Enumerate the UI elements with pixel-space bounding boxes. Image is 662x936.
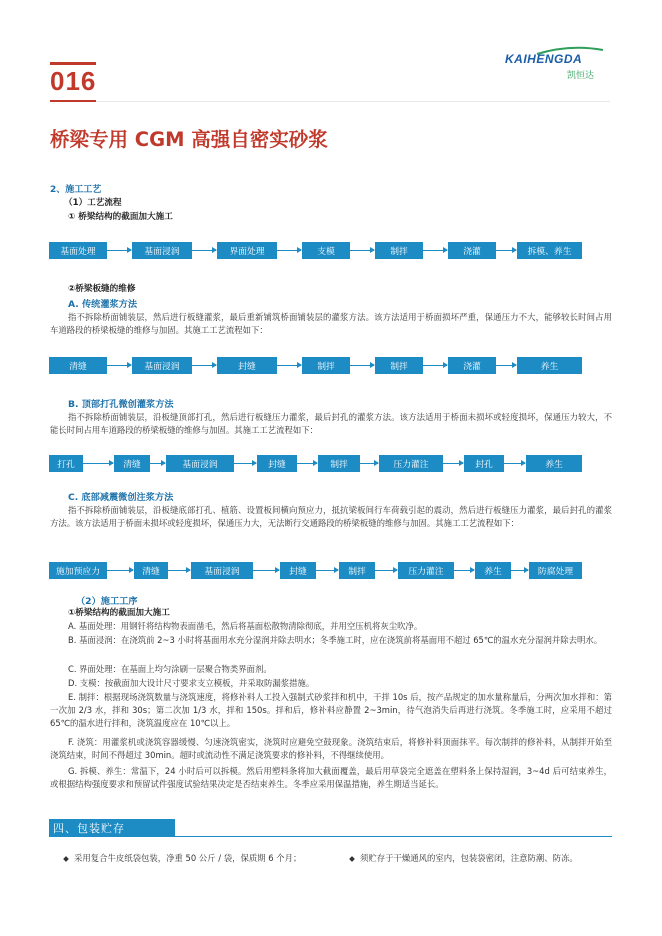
procedure-step-b: B. 基面浸润：在浇筑前 2~3 小时将基面用水充分湿润并除去明水；冬季施工时，应在浇筑前将基面用不超过 65℃的温水充分湿润并除去明水。 xyxy=(68,635,603,645)
company-logo xyxy=(505,46,605,86)
logo-text-cn: 凯恒达 xyxy=(567,71,595,81)
section-heading-packaging: 四、包装贮存 xyxy=(49,819,175,837)
subheading-section-enlarge: ① 桥梁结构的截面加大施工 xyxy=(68,212,173,222)
flow-arrow-icon xyxy=(297,463,317,464)
flow-arrow-icon xyxy=(360,463,378,464)
bullet-diamond-icon xyxy=(63,856,69,862)
flow-step: 压力灌注 xyxy=(379,455,443,472)
flow-step: 基面浸润 xyxy=(132,242,192,259)
flow-arrow-icon xyxy=(83,463,113,464)
flow-arrow-icon xyxy=(350,365,374,366)
section-rule xyxy=(175,836,612,837)
flow-step: 基面浸润 xyxy=(132,357,192,374)
flow-arrow-icon xyxy=(511,570,528,571)
method-b-heading: B. 顶部打孔微创灌浆方法 xyxy=(68,399,174,410)
flow-arrow-icon xyxy=(107,365,131,366)
flow-step: 制拌 xyxy=(375,357,423,374)
flow-arrow-icon xyxy=(234,463,256,464)
flow-step: 清缝 xyxy=(49,357,107,374)
flow-arrow-icon xyxy=(253,570,279,571)
flow-step: 封缝 xyxy=(217,357,277,374)
flow-arrow-icon xyxy=(277,250,301,251)
logo-text-en: KAIHENGDA xyxy=(505,52,583,66)
header-divider xyxy=(50,101,610,102)
flow-step: 施加预应力 xyxy=(49,562,107,579)
page-title: 桥梁专用 CGM 高强自密实砂浆 xyxy=(50,128,328,151)
flowchart-method-b xyxy=(49,455,582,472)
flow-step: 打孔 xyxy=(49,455,83,472)
storage-bullet xyxy=(350,852,578,864)
flowchart-method-a xyxy=(49,357,582,374)
flow-step: 制拌 xyxy=(339,562,375,579)
bullet-diamond-icon xyxy=(349,856,355,862)
flow-arrow-icon xyxy=(150,463,165,464)
flow-arrow-icon xyxy=(454,570,474,571)
flowchart-method-c xyxy=(49,562,582,579)
flow-arrow-icon xyxy=(107,250,131,251)
flow-arrow-icon xyxy=(107,570,133,571)
flow-step: 封缝 xyxy=(280,562,316,579)
flow-arrow-icon xyxy=(504,463,525,464)
subheading-slab-joint: ②桥梁板缝的维修 xyxy=(68,284,136,294)
page-number-rule-top xyxy=(50,62,96,65)
subheading-procedure: （2）施工工序 xyxy=(76,596,138,607)
flow-step: 防腐处理 xyxy=(529,562,582,579)
flow-step: 封孔 xyxy=(464,455,504,472)
storage-bullet-text: 须贮存于干燥通风的室内，包装袋密闭，注意防潮、防冻。 xyxy=(360,853,578,863)
flow-step: 压力灌注 xyxy=(398,562,454,579)
method-c-text: 指不拆除桥面铺装层，沿板缝底部打孔、植筋、设置板间横向预应力，抵抗梁板间行车荷载引起的震动，然后进行板缝压力灌浆，最后封孔的灌浆方法。该方法适用于桥面未损坏或轻度损坏，保通压力大，无法断行交通路段的桥梁板缝的维修与加固。其施工工艺流程如下： xyxy=(50,505,612,528)
flow-arrow-icon xyxy=(277,365,301,366)
flow-arrow-icon xyxy=(496,250,516,251)
flow-step: 养生 xyxy=(475,562,511,579)
section-heading-construction: 2、施工工艺 xyxy=(50,185,102,195)
flow-step: 浇灌 xyxy=(448,357,496,374)
flow-step: 基面浸润 xyxy=(166,455,234,472)
procedure-step-c: C. 界面处理：在基面上均匀涂刷一层聚合物类界面剂。 xyxy=(68,664,272,674)
flow-step: 清缝 xyxy=(114,455,150,472)
packaging-bullet xyxy=(64,852,301,864)
flow-step: 清缝 xyxy=(134,562,168,579)
flow-arrow-icon xyxy=(316,570,338,571)
flow-step: 制拌 xyxy=(302,357,350,374)
method-c-heading: C. 底部减震微创注浆方法 xyxy=(68,492,174,503)
flow-step: 基面浸润 xyxy=(191,562,253,579)
flow-step: 基面处理 xyxy=(49,242,107,259)
flow-arrow-icon xyxy=(192,250,216,251)
flowchart-section-enlarge xyxy=(49,242,582,259)
flow-arrow-icon xyxy=(168,570,190,571)
flow-arrow-icon xyxy=(192,365,216,366)
flow-step: 浇灌 xyxy=(448,242,496,259)
flow-step: 制拌 xyxy=(318,455,360,472)
flow-arrow-icon xyxy=(375,570,397,571)
page-number: 016 xyxy=(50,66,97,96)
flow-arrow-icon xyxy=(496,365,516,366)
subheading-procedure-enlarge: ①桥梁结构的截面加大施工 xyxy=(68,608,170,618)
method-b-text: 指不拆除桥面铺装层，沿板缝顶部打孔，然后进行板缝压力灌浆，最后封孔的灌浆方法。该方法适用于桥面未损坏或轻度损坏，保通压力较大，不能长时间占用车道路段的桥梁板缝的维修与加固。其施工工艺流程如下： xyxy=(50,412,612,435)
flow-step: 养生 xyxy=(517,357,582,374)
procedure-step-e: E. 制拌：根据现场浇筑数量与浇筑速度，将修补料人工投入强制式砂浆拌和机中，干拌 10s 后，按产品规定的加水量称量后，分两次加水拌和：第一次加 2/3 水，拌和 30s；第二次加 1/3 水，拌和 150s。拌和后，修补料应静置 2~3min，待气泡消失后再进行浇筑。冬季施工时，应采用不超过 65℃的温水进行拌和，浇筑温度应在 10℃以上。 xyxy=(50,692,612,728)
subheading-process-flow: （1）工艺流程 xyxy=(64,198,122,208)
procedure-step-g: G. 拆模、养生：常温下，24 小时后可以拆模。然后用塑料条将加大截面覆盖，最后用草袋完全遮盖在塑料条上保持湿润，3~4d 后可结束养生，或根据结构强度要求和预留试件强度试验结果决定是否结束养生。冬季应采用保温措施，养生期适当延长。 xyxy=(50,766,612,789)
flow-arrow-icon xyxy=(423,365,447,366)
procedure-step-a: A. 基面处理：用钢钎将结构物表面凿毛，然后将基面松散物清除彻底，并用空压机将灰尘吹净。 xyxy=(68,621,423,631)
flow-step: 封缝 xyxy=(257,455,297,472)
flow-step: 制拌 xyxy=(375,242,423,259)
flow-step: 养生 xyxy=(526,455,582,472)
flow-arrow-icon xyxy=(350,250,374,251)
method-a-text: 指不拆除桥面铺装层，然后进行板缝灌浆，最后重新铺筑桥面铺装层的灌浆方法。该方法适用于桥面损坏严重，保通压力不大，能够较长时间占用车道路段的桥梁板缝的维修与加固。其施工工艺流程如下： xyxy=(50,312,612,335)
flow-step: 界面处理 xyxy=(217,242,277,259)
flow-arrow-icon xyxy=(443,463,463,464)
page-number-rule-bottom xyxy=(50,100,96,102)
flow-step: 支模 xyxy=(302,242,350,259)
method-a-heading: A. 传统灌浆方法 xyxy=(68,299,138,310)
flow-arrow-icon xyxy=(423,250,447,251)
flow-step: 拆模、养生 xyxy=(517,242,582,259)
procedure-step-f: F. 浇筑：用灌浆机或浇筑容器缓慢、匀速浇筑密实，浇筑时应避免空鼓现象。浇筑结束后，将修补料顶面抹平。每次制拌的修补料，从制拌开始至浇筑结束，时间不得超过 30min。超时或流动性不满足浇筑要求的修补料，不得继续使用。 xyxy=(50,737,612,760)
packaging-bullet-text: 采用复合牛皮纸袋包装，净重 50 公斤 / 袋，保质期 6 个月； xyxy=(74,853,302,863)
procedure-step-d: D. 支模：按截面加大设计尺寸要求支立模板，并采取防漏浆措施。 xyxy=(68,678,315,688)
